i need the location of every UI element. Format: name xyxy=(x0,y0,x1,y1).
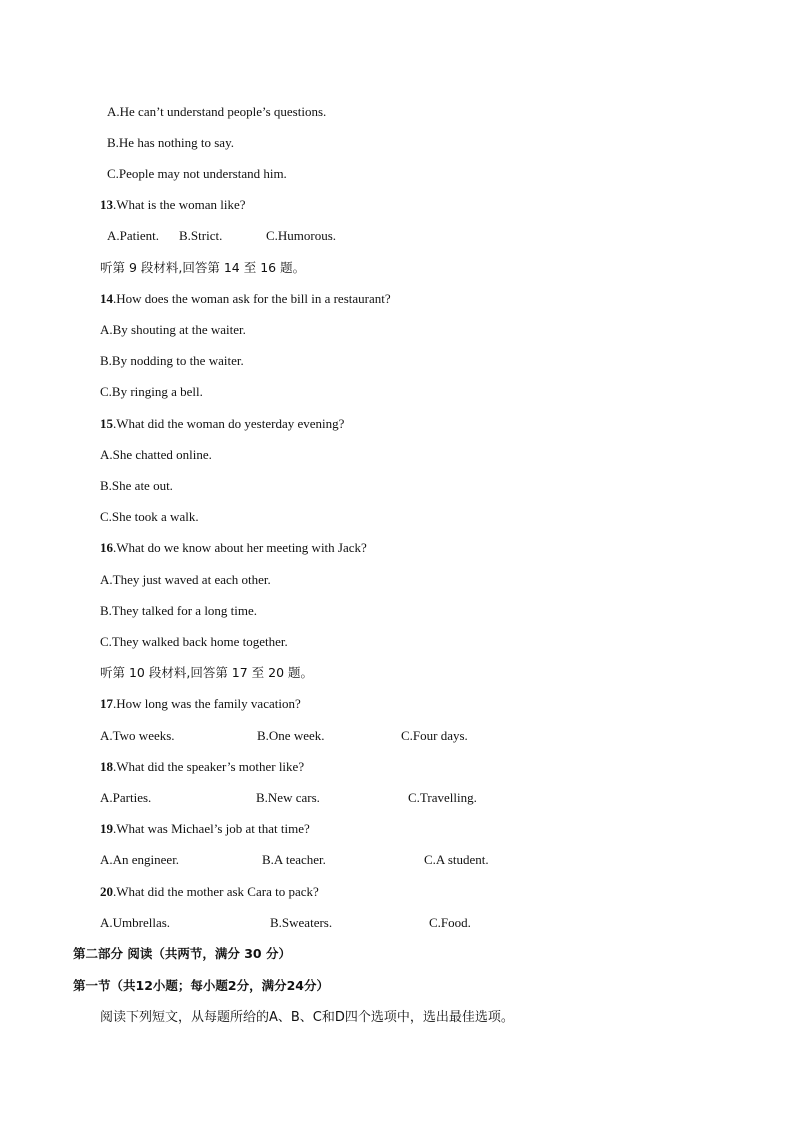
q17-option-c: C.Four days. xyxy=(401,728,468,743)
q16-option-a: A.They just waved at each other. xyxy=(100,572,271,587)
q19-option-a: A.An engineer. xyxy=(100,852,180,867)
q16-text: .What do we know about her meeting with Jack? xyxy=(113,540,367,555)
q13-number: 13 xyxy=(100,197,113,212)
q17-number: 17 xyxy=(100,696,113,711)
q18-option-b: B.New cars. xyxy=(256,790,320,805)
q20-option-a: A.Umbrellas. xyxy=(100,915,171,930)
q19-option-c: C.A student. xyxy=(424,852,489,867)
q18-text: .What did the speaker’s mother like? xyxy=(113,759,305,774)
q13-stem xyxy=(100,197,246,213)
q20-text: .What did the mother ask Cara to pack? xyxy=(113,884,319,899)
section-10-heading: 听第 10 段材料,回答第 17 至 20 题。 xyxy=(100,665,314,680)
q16-stem xyxy=(100,540,367,556)
q17-option-b: B.One week. xyxy=(257,728,325,743)
q13-option-a: A.Patient. xyxy=(107,228,159,243)
q20-option-c: C.Food. xyxy=(429,915,471,930)
q15-option-a: A.She chatted online. xyxy=(100,447,212,462)
q14-stem xyxy=(100,291,391,307)
q20-stem xyxy=(100,884,319,900)
q19-stem xyxy=(100,821,310,837)
q12-option-a: A.He can’t understand people’s questions. xyxy=(107,104,327,119)
q20-option-b: B.Sweaters. xyxy=(270,915,333,930)
q17-text: .How long was the family vacation? xyxy=(113,696,301,711)
q14-number: 14 xyxy=(100,291,113,306)
part-2-title: 第二部分 阅读（共两节，满分 30 分） xyxy=(73,946,291,961)
q19-number: 19 xyxy=(100,821,113,836)
q16-number: 16 xyxy=(100,540,113,555)
q15-number: 15 xyxy=(100,416,113,431)
section-1-title: 第一节（共12小题；每小题2分，满分24分） xyxy=(73,978,329,993)
q15-option-b: B.She ate out. xyxy=(100,478,173,493)
q16-option-b: B.They talked for a long time. xyxy=(100,603,258,618)
q18-option-c: C.Travelling. xyxy=(408,790,477,805)
q12-option-b: B.He has nothing to say. xyxy=(107,135,234,150)
q12-option-c: C.People may not understand him. xyxy=(107,166,287,181)
reading-instruction: 阅读下列短文，从每题所给的A、B、C和D四个选项中，选出最佳选项。 xyxy=(100,1010,514,1025)
q17-option-a: A.Two weeks. xyxy=(100,728,175,743)
q15-option-c: C.She took a walk. xyxy=(100,509,199,524)
q14-text: .How does the woman ask for the bill in a restaurant? xyxy=(113,291,391,306)
q13-option-b: B.Strict. xyxy=(179,228,223,243)
q14-option-b: B.By nodding to the waiter. xyxy=(100,353,244,368)
q18-option-a: A.Parties. xyxy=(100,790,152,805)
q16-option-c: C.They walked back home together. xyxy=(100,634,288,649)
q15-text: .What did the woman do yesterday evening? xyxy=(113,416,345,431)
q14-option-c: C.By ringing a bell. xyxy=(100,384,203,399)
q14-option-a: A.By shouting at the waiter. xyxy=(100,322,246,337)
q13-option-c: C.Humorous. xyxy=(266,228,337,243)
q20-number: 20 xyxy=(100,884,113,899)
q13-text: .What is the woman like? xyxy=(113,197,246,212)
q19-option-b: B.A teacher. xyxy=(262,852,326,867)
q19-text: .What was Michael’s job at that time? xyxy=(113,821,310,836)
q17-stem xyxy=(100,696,301,712)
q18-number: 18 xyxy=(100,759,113,774)
section-9-heading: 听第 9 段材料,回答第 14 至 16 题。 xyxy=(100,260,306,275)
q18-stem xyxy=(100,759,304,775)
q15-stem xyxy=(100,416,344,432)
